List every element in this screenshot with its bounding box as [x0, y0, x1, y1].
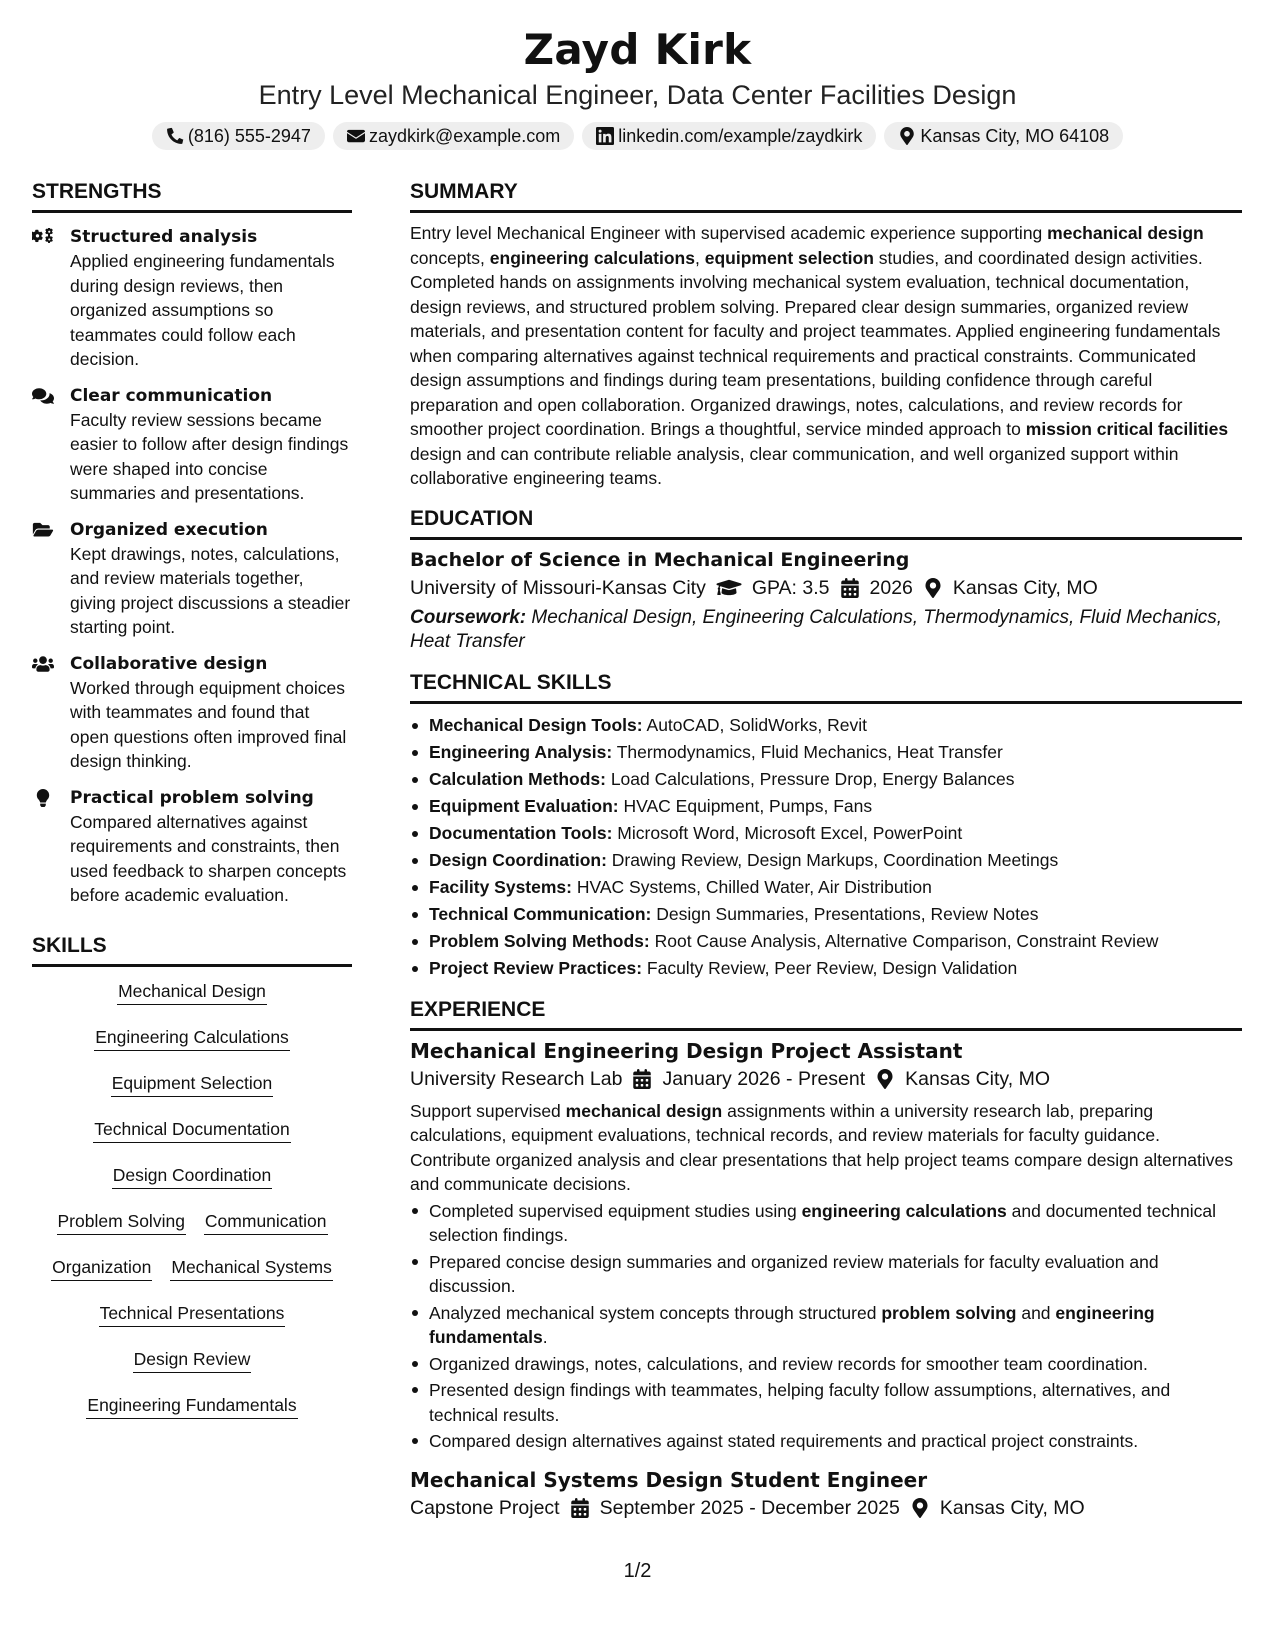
strength-title: Organized execution	[70, 519, 268, 540]
technical-skill-item	[410, 847, 1242, 874]
skill-tag: Problem Solving	[57, 1209, 186, 1235]
email-text: zaydkirk@example.com	[368, 126, 561, 146]
bold-phrase: mechanical design	[1047, 223, 1204, 243]
skills-row	[32, 1347, 352, 1393]
skill-tag: Equipment Selection	[111, 1071, 274, 1097]
skills-row	[32, 1025, 352, 1071]
gears-icon	[32, 228, 54, 246]
text-run: ,	[694, 247, 705, 268]
strength-item	[32, 225, 352, 372]
technical-skill-value: HVAC Systems, Chilled Water, Air Distribution	[576, 876, 932, 897]
gpa-text: GPA: 3.5	[751, 576, 830, 599]
skill-tag: Communication	[204, 1209, 328, 1235]
technical-skills-section	[410, 669, 1242, 982]
technical-skill-item	[410, 793, 1242, 820]
job-org: University Research Lab	[410, 1067, 623, 1090]
education-heading: EDUCATION	[410, 505, 1242, 540]
text-run: .	[542, 1327, 548, 1347]
text-run: design and can contribute reliable analysis, clear communication, and well organized support within collaborative engineering teams.	[410, 443, 1179, 488]
text-run: Entry level Mechanical Engineer with supervised academic experience supporting	[410, 223, 1048, 243]
calendar-icon	[570, 1498, 590, 1518]
technical-skill-label: Facility Systems:	[429, 876, 572, 897]
skill-tag: Technical Documentation	[93, 1117, 291, 1143]
job-dates: September 2025 - December 2025	[599, 1496, 900, 1519]
bold-phrase: engineering calculations	[801, 1200, 1007, 1221]
map-pin-icon	[898, 127, 916, 145]
text-run: studies, and coordinated design activities. Completed hands on assignments involving mechanical system evaluation, technical documentation, design reviews, and structured problem solving. Prepared clear design summaries, organized review materials, and presentation content for faculty and project teammates. Applied engineering fundamentals when comparing alternatives against technical requirements and practical constraints. Communicated design assumptions and findings during team presentations, building confidence through careful preparation and open collaboration. Organized drawings, notes, calculations, and review records for smoother project coordination. Brings a thoughtful, service minded approach to	[410, 247, 1221, 439]
technical-skill-value: Drawing Review, Design Markups, Coordination Meetings	[611, 849, 1059, 870]
technical-skill-item	[410, 928, 1242, 955]
strength-title: Practical problem solving	[70, 787, 314, 808]
map-pin-icon	[875, 1069, 895, 1089]
contact-email[interactable]	[333, 122, 574, 150]
strength-text: Compared alternatives against requirements and constraints, then used feedback to sharpen concepts before academic evaluation.	[70, 811, 347, 905]
education-section	[410, 505, 1242, 655]
technical-skill-item	[410, 739, 1242, 766]
job-title: Mechanical Systems Design Student Engineer	[410, 1467, 928, 1492]
technical-skill-value: Root Cause Analysis, Alternative Comparison, Constraint Review	[654, 930, 1159, 951]
job-meta	[410, 1065, 1242, 1093]
map-pin-icon	[923, 578, 943, 598]
skills-row	[32, 979, 352, 1025]
skills-row	[32, 1117, 352, 1163]
skill-tag: Design Review	[133, 1347, 252, 1373]
bold-phrase: mission critical facilities	[1025, 419, 1229, 439]
skills-row	[32, 1163, 352, 1209]
skill-tag: Organization	[51, 1255, 152, 1281]
skills-list	[32, 967, 352, 1439]
technical-skill-value: AutoCAD, SolidWorks, Revit	[646, 714, 867, 735]
text-run: Organized drawings, notes, calculations, and review records for smoother team coordination.	[429, 1353, 1148, 1374]
calendar-icon	[840, 578, 860, 598]
technical-skill-item	[410, 874, 1242, 901]
comments-icon	[32, 387, 54, 405]
bold-phrase: equipment selection	[704, 247, 874, 268]
technical-skill-value: Microsoft Word, Microsoft Excel, PowerPoint	[617, 822, 963, 843]
text-run: assignments within a university research lab, preparing calculations, equipment evaluations, technical records, and review materials for faculty guidance. Contribute organized analysis and clear presentations that help project teams compare design alternatives and communicate decisions.	[410, 1100, 1233, 1194]
job-location: Kansas City, MO	[939, 1496, 1085, 1519]
education-meta	[410, 574, 1242, 602]
skill-tag: Technical Presentations	[99, 1301, 286, 1327]
resume-header	[0, 22, 1275, 150]
contact-phone[interactable]	[152, 122, 325, 150]
bold-phrase: mechanical design	[565, 1100, 723, 1121]
strength-item	[32, 786, 352, 908]
graduation-cap-icon	[716, 578, 742, 598]
technical-skill-label: Mechanical Design Tools:	[429, 714, 643, 735]
contact-bar	[0, 122, 1275, 150]
degree-title: Bachelor of Science in Mechanical Engineering	[410, 548, 910, 571]
candidate-name: Zayd Kirk	[523, 25, 752, 74]
bold-phrase: engineering calculations	[489, 247, 695, 268]
job-location: Kansas City, MO	[905, 1067, 1050, 1090]
job-bullet	[410, 1301, 1242, 1350]
technical-skill-label: Technical Communication:	[429, 903, 652, 924]
strength-text: Kept drawings, notes, calculations, and review materials together, giving project discussions a steadier starting point.	[70, 543, 351, 637]
experience-section	[410, 996, 1242, 1522]
strength-title: Clear communication	[70, 385, 273, 406]
technical-skill-item	[410, 820, 1242, 847]
education-location: Kansas City, MO	[952, 576, 1098, 599]
bold-phrase: problem solving	[881, 1302, 1017, 1323]
contact-linkedin[interactable]	[582, 122, 876, 150]
experience-heading: EXPERIENCE	[410, 996, 1242, 1031]
skills-heading: SKILLS	[32, 932, 352, 967]
job-meta	[410, 1494, 1242, 1522]
lightbulb-icon	[32, 789, 54, 807]
folder-open-icon	[32, 521, 54, 539]
summary-text	[410, 221, 1242, 491]
job-description	[410, 1099, 1242, 1197]
text-run: Prepared concise design summaries and organized review materials for faculty evaluation and discussion.	[429, 1251, 1159, 1296]
job-bullet	[410, 1199, 1242, 1248]
text-run: Compared design alternatives against stated requirements and practical project constraints.	[429, 1431, 1139, 1451]
coursework	[410, 606, 1242, 655]
technical-skill-value: Design Summaries, Presentations, Review Notes	[656, 903, 1039, 924]
phone-text: (816) 555-2947	[187, 126, 311, 146]
strength-title: Collaborative design	[70, 653, 268, 674]
graduation-year: 2026	[869, 576, 913, 599]
coursework-list: Mechanical Design, Engineering Calculations, Thermodynamics, Fluid Mechanics, Heat Transfer	[410, 606, 1223, 652]
technical-skill-label: Problem Solving Methods:	[429, 930, 650, 951]
technical-skill-item	[410, 901, 1242, 928]
envelope-icon	[347, 127, 365, 145]
coursework-label: Coursework:	[410, 606, 527, 628]
skills-row	[32, 1301, 352, 1347]
skill-tag: Engineering Fundamentals	[86, 1393, 297, 1419]
right-column	[410, 178, 1242, 1522]
users-icon	[32, 655, 54, 673]
technical-skills-list	[410, 712, 1242, 982]
strength-text: Applied engineering fundamentals during design reviews, then organized assumptions so teammates could follow each decision.	[70, 251, 335, 369]
strength-text: Worked through equipment choices with teammates and found that open questions often improved final design thinking.	[70, 677, 347, 771]
job-bullet	[410, 1250, 1242, 1299]
strength-item	[32, 518, 352, 640]
text-run: Analyzed mechanical system concepts through structured	[429, 1302, 882, 1323]
phone-icon	[166, 127, 184, 145]
skill-tag: Design Coordination	[112, 1163, 273, 1189]
text-run: Presented design findings with teammates, helping faculty follow assumptions, alternatives, and technical results.	[429, 1380, 1171, 1425]
technical-skill-value: Thermodynamics, Fluid Mechanics, Heat Transfer	[616, 741, 1003, 762]
text-run: Completed supervised equipment studies using	[429, 1200, 802, 1221]
job-bullet	[410, 1378, 1242, 1427]
strength-item	[32, 384, 352, 506]
left-column	[32, 178, 352, 1439]
technical-skill-value: Faculty Review, Peer Review, Design Validation	[646, 957, 1018, 978]
strength-text: Faculty review sessions became easier to follow after design findings were shaped into concise summaries and presentations.	[70, 409, 349, 503]
skills-row	[32, 1255, 352, 1301]
text-run: and documented technical selection findings.	[429, 1200, 1216, 1245]
linkedin-text: linkedin.com/example/zaydkirk	[618, 126, 863, 146]
map-pin-icon	[910, 1498, 930, 1518]
skills-row	[32, 1393, 352, 1439]
job-bullets	[410, 1199, 1242, 1454]
skills-row	[32, 1071, 352, 1117]
calendar-icon	[632, 1069, 652, 1089]
job-dates: January 2026 - Present	[662, 1067, 866, 1090]
job-org: Capstone Project	[410, 1496, 560, 1519]
technical-skill-label: Equipment Evaluation:	[429, 795, 619, 816]
strength-item	[32, 652, 352, 774]
technical-skill-label: Documentation Tools:	[429, 822, 613, 843]
technical-skill-label: Project Review Practices:	[429, 957, 643, 978]
text-run: and	[1016, 1302, 1056, 1323]
job-bullet	[410, 1429, 1242, 1454]
text-run: concepts,	[410, 247, 490, 268]
strength-title: Structured analysis	[70, 227, 258, 247]
skill-tag: Mechanical Design	[117, 979, 267, 1005]
technical-skill-label: Calculation Methods:	[429, 768, 606, 789]
job-title: Mechanical Engineering Design Project Assistant	[410, 1038, 963, 1063]
skill-tag: Mechanical Systems	[170, 1255, 332, 1281]
bold-phrase: engineering fundamentals	[429, 1302, 1155, 1347]
strengths-heading: STRENGTHS	[32, 178, 352, 213]
text-run: Support supervised	[410, 1100, 566, 1121]
summary-heading: SUMMARY	[410, 178, 1242, 213]
technical-skill-item	[410, 955, 1242, 982]
technical-skill-label: Design Coordination:	[429, 849, 607, 870]
technical-skills-heading: TECHNICAL SKILLS	[410, 669, 1242, 704]
contact-location[interactable]	[884, 122, 1123, 150]
technical-skill-label: Engineering Analysis:	[429, 741, 613, 762]
linkedin-icon	[596, 127, 614, 145]
skill-tag: Engineering Calculations	[94, 1025, 290, 1051]
job-bullet	[410, 1352, 1242, 1377]
school-name: University of Missouri-Kansas City	[410, 576, 706, 599]
skills-section	[32, 932, 352, 1439]
candidate-title: Entry Level Mechanical Engineer, Data Center Facilities Design	[258, 80, 1017, 110]
technical-skill-item	[410, 766, 1242, 793]
location-text: Kansas City, MO 64108	[920, 126, 1110, 146]
page-number: 1/2	[623, 1560, 652, 1582]
technical-skill-item	[410, 712, 1242, 739]
technical-skill-value: HVAC Equipment, Pumps, Fans	[623, 795, 873, 816]
skills-row	[32, 1209, 352, 1255]
technical-skill-value: Load Calculations, Pressure Drop, Energy Balances	[610, 768, 1015, 789]
